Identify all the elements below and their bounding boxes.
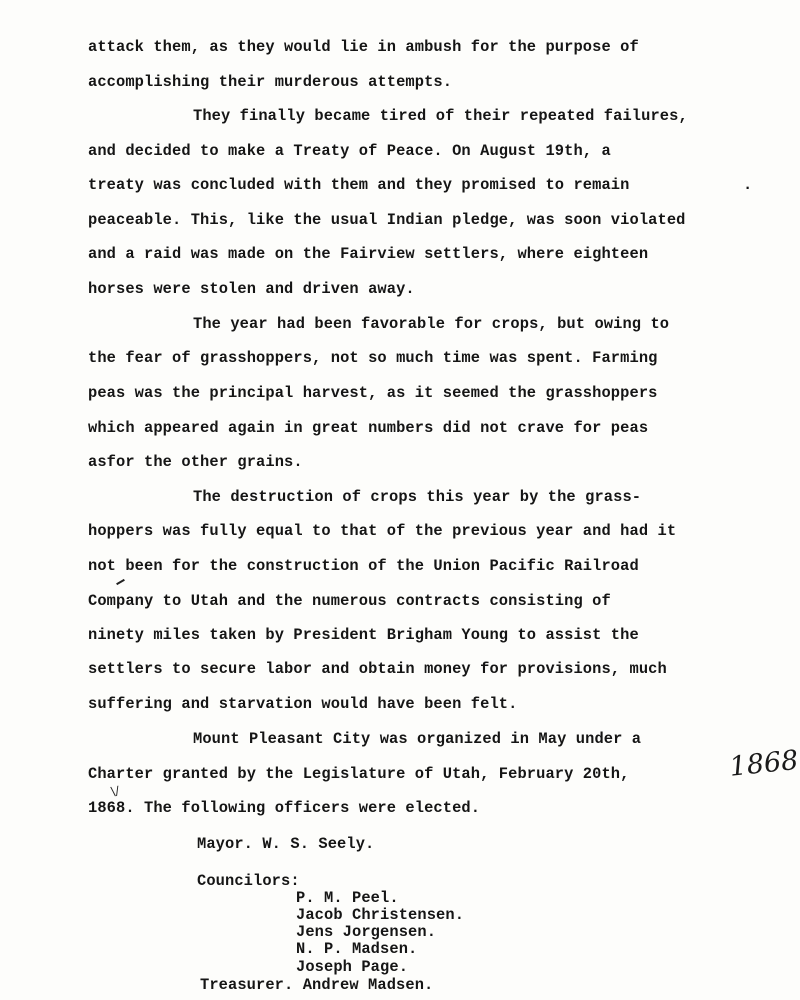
- officer-mayor: Mayor. W. S. Seely.: [197, 835, 375, 853]
- text-line: horses were stolen and driven away.: [88, 280, 415, 298]
- text-line: peas was the principal harvest, as it seemed the grasshoppers: [88, 384, 658, 402]
- text-line: which appeared again in great numbers did not crave for peas: [88, 419, 649, 437]
- councilors-heading: Councilors:: [197, 872, 300, 890]
- stray-mark: .: [743, 176, 753, 194]
- text-line: not been for the construction of the Union Pacific Railroad: [88, 557, 639, 575]
- text-line: Company to Utah and the numerous contracts consisting of: [88, 592, 611, 610]
- pen-mark: [116, 579, 125, 585]
- paragraph-start: They finally became tired of their repeated failures,: [193, 107, 688, 125]
- councilor-name: P. M. Peel.: [296, 889, 399, 907]
- text-line: and decided to make a Treaty of Peace. On August 19th, a: [88, 142, 611, 160]
- text-line: peaceable. This, like the usual Indian pledge, was soon violated: [88, 211, 686, 229]
- paragraph-start: The year had been favorable for crops, but owing to: [193, 315, 670, 333]
- text-line: asfor the other grains.: [88, 453, 303, 471]
- handwritten-year-note: 1868: [728, 744, 800, 783]
- councilor-name: N. P. Madsen.: [296, 940, 418, 958]
- paragraph-start: Mount Pleasant City was organized in May under a: [193, 730, 642, 748]
- text-line: hoppers was fully equal to that of the previous year and had it: [88, 522, 677, 540]
- text-line: and a raid was made on the Fairview settlers, where eighteen: [88, 245, 649, 263]
- councilor-name: Joseph Page.: [296, 958, 409, 976]
- text-line: accomplishing their murderous attempts.: [88, 73, 453, 91]
- officer-treasurer: Treasurer. Andrew Madsen.: [200, 976, 434, 994]
- insertion-caret-mark: \/: [109, 783, 121, 799]
- councilor-name: Jens Jorgensen.: [296, 923, 437, 941]
- paragraph-start: The destruction of crops this year by the grass-: [193, 488, 642, 506]
- text-line: 1868. The following officers were elected.: [88, 799, 481, 817]
- councilor-name: Jacob Christensen.: [296, 906, 465, 924]
- text-line: attack them, as they would lie in ambush for the purpose of: [88, 38, 639, 56]
- text-line: settlers to secure labor and obtain money for provisions, much: [88, 660, 667, 678]
- text-line: Charter granted by the Legislature of Utah, February 20th,: [88, 765, 630, 783]
- text-line: ninety miles taken by President Brigham Young to assist the: [88, 626, 639, 644]
- text-line: treaty was concluded with them and they promised to remain: [88, 176, 630, 194]
- text-line: the fear of grasshoppers, not so much time was spent. Farming: [88, 349, 658, 367]
- text-line: suffering and starvation would have been felt.: [88, 695, 518, 713]
